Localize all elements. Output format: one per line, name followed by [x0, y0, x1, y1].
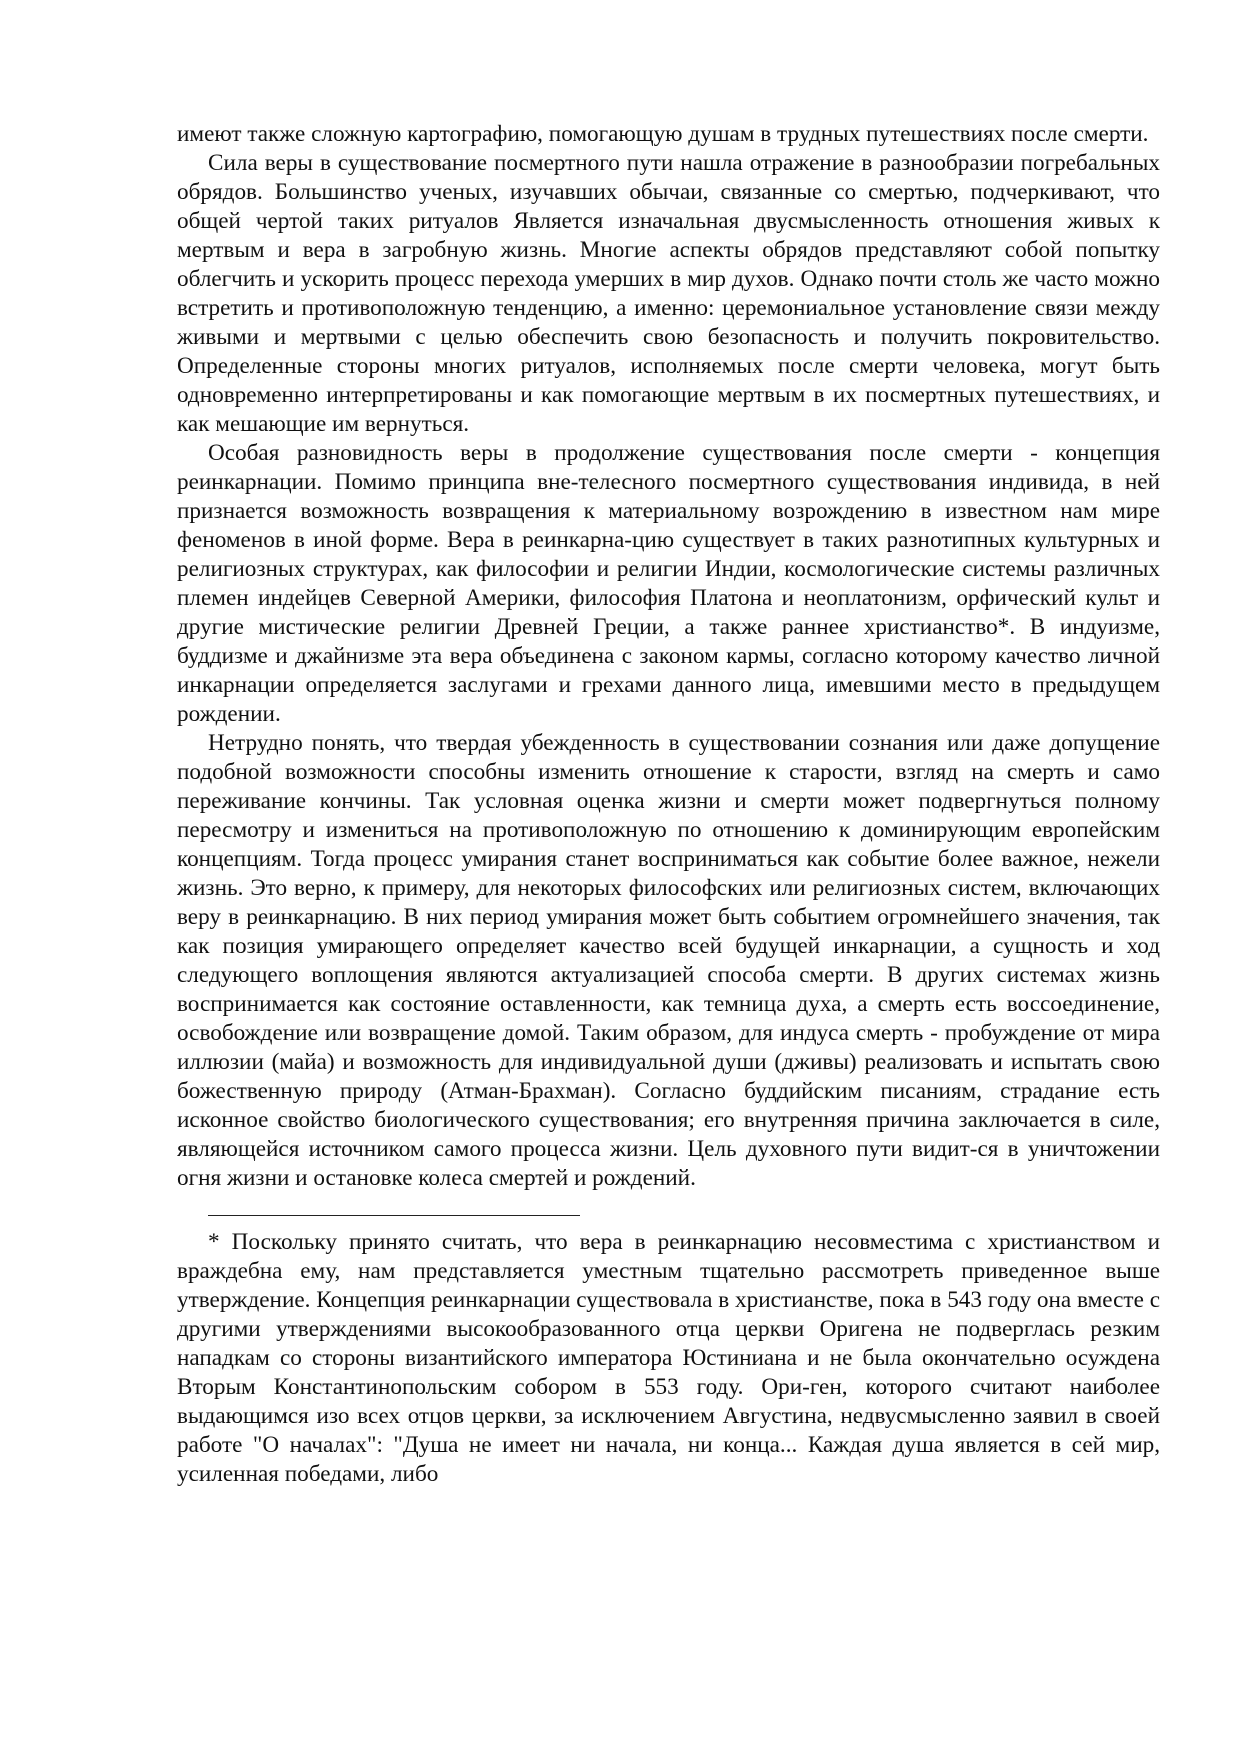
document-page — [177, 120, 1160, 1489]
footnote: * Поскольку принято считать, что вера в реинкарнацию несовместима с христианством и враждебна ему, нам представляется уместным тщательно рассмотреть приведенное выше утверждение. Концепция реинкарнации существовала в христианстве, пока в 543 году она вместе с другими утверждениями высокообразованного отца церкви Оригена не подверглась резким нападкам со стороны византийского императора Юстиниана и не была окончательно осуждена Вторым Константинопольским собором в 553 году. Ори-ген, которого считают наиболее выдающимся изо всех отцов церкви, за исключением Августина, недвусмысленно заявил в своей работе "О началах": "Душа не имеет ни начала, ни конца... Каждая душа является в сей мир, усиленная победами, либо — [177, 1229, 1160, 1487]
paragraph-attitude-to-death: Нетрудно понять, что твердая убежденность в существовании сознания или даже допущение подобной возможности способны изменить отношение к старости, взгляд на смерть и само переживание кончины. Так условная оценка жизни и смерти может подвергнуться полному пересмотру и измениться на противоположную по отношению к доминирующим европейским концепциям. Тогда процесс умирания станет восприниматься как событие более важное, нежели жизнь. Это верно, к примеру, для некоторых философских или религиозных систем, включающих веру в реинкарнацию. В них период умирания может быть событием огромнейшего значения, так как позиция умирающего определяет качество всей будущей инкарнации, а сущность и ход следующего воплощения являются актуализацией способа смерти. В других системах жизнь воспринимается как состояние оставленности, как темница духа, а смерть есть воссоединение, освобождение или возвращение домой. Таким образом, для индуса смерть - пробуждение от мира иллюзии (майа) и возможность для индивидуальной души (дживы) реализовать и испытать свою божественную природу (Атман-Брахман). Согласно буддийским писаниям, страдание есть исконное свойство биологического существования; его внутренняя причина заключается в силе, являющейся источником самого процесса жизни. Цель духовного пути видит-ся в уничтожении огня жизни и остановке колеса смертей и рождений. — [177, 730, 1160, 1191]
footnote-separator — [208, 1215, 580, 1216]
paragraph-continuation: имеют также сложную картографию, помогающую душам в трудных путешествиях после смерти. — [177, 121, 1149, 147]
paragraph-reincarnation: Особая разновидность веры в продолжение существования после смерти - концепция реинкарнации. Помимо принципа вне-телесного посмертного существования индивида, в ней признается возможность возвращения к материальному возрождению в известном нам мире феноменов в иной форме. Вера в реинкарна-цию существует в таких разнотипных культурных и религиозных структурах, как философии и религии Индии, космологические системы различных племен индейцев Северной Америки, философия Платона и неоплатонизм, орфический культ и другие мистические религии Древней Греции, а также раннее христианство*. В индуизме, буддизме и джайнизме эта вера объединена с законом кармы, согласно которому качество личной инкарнации определяется заслугами и грехами данного лица, имевшими место в предыдущем рождении. — [177, 440, 1160, 727]
paragraph-funeral-rites: Сила веры в существование посмертного пути нашла отражение в разнообразии погребальных обрядов. Большинство ученых, изучавших обычаи, связанные со смертью, подчеркивают, что общей чертой таких ритуалов Является изначальная двусмысленность отношения живых к мертвым и вера в загробную жизнь. Многие аспекты обрядов представляют собой попытку облегчить и ускорить процесс перехода умерших в мир духов. Однако почти столь же часто можно встретить и противоположную тенденцию, а именно: церемониальное установление связи между живыми и мертвыми с целью обеспечить свою безопасность и получить покровительство. Определенные стороны многих ритуалов, исполняемых после смерти человека, могут быть одновременно интерпретированы и как помогающие мертвым в их посмертных путешествиях, и как мешающие им вернуться. — [177, 150, 1160, 437]
